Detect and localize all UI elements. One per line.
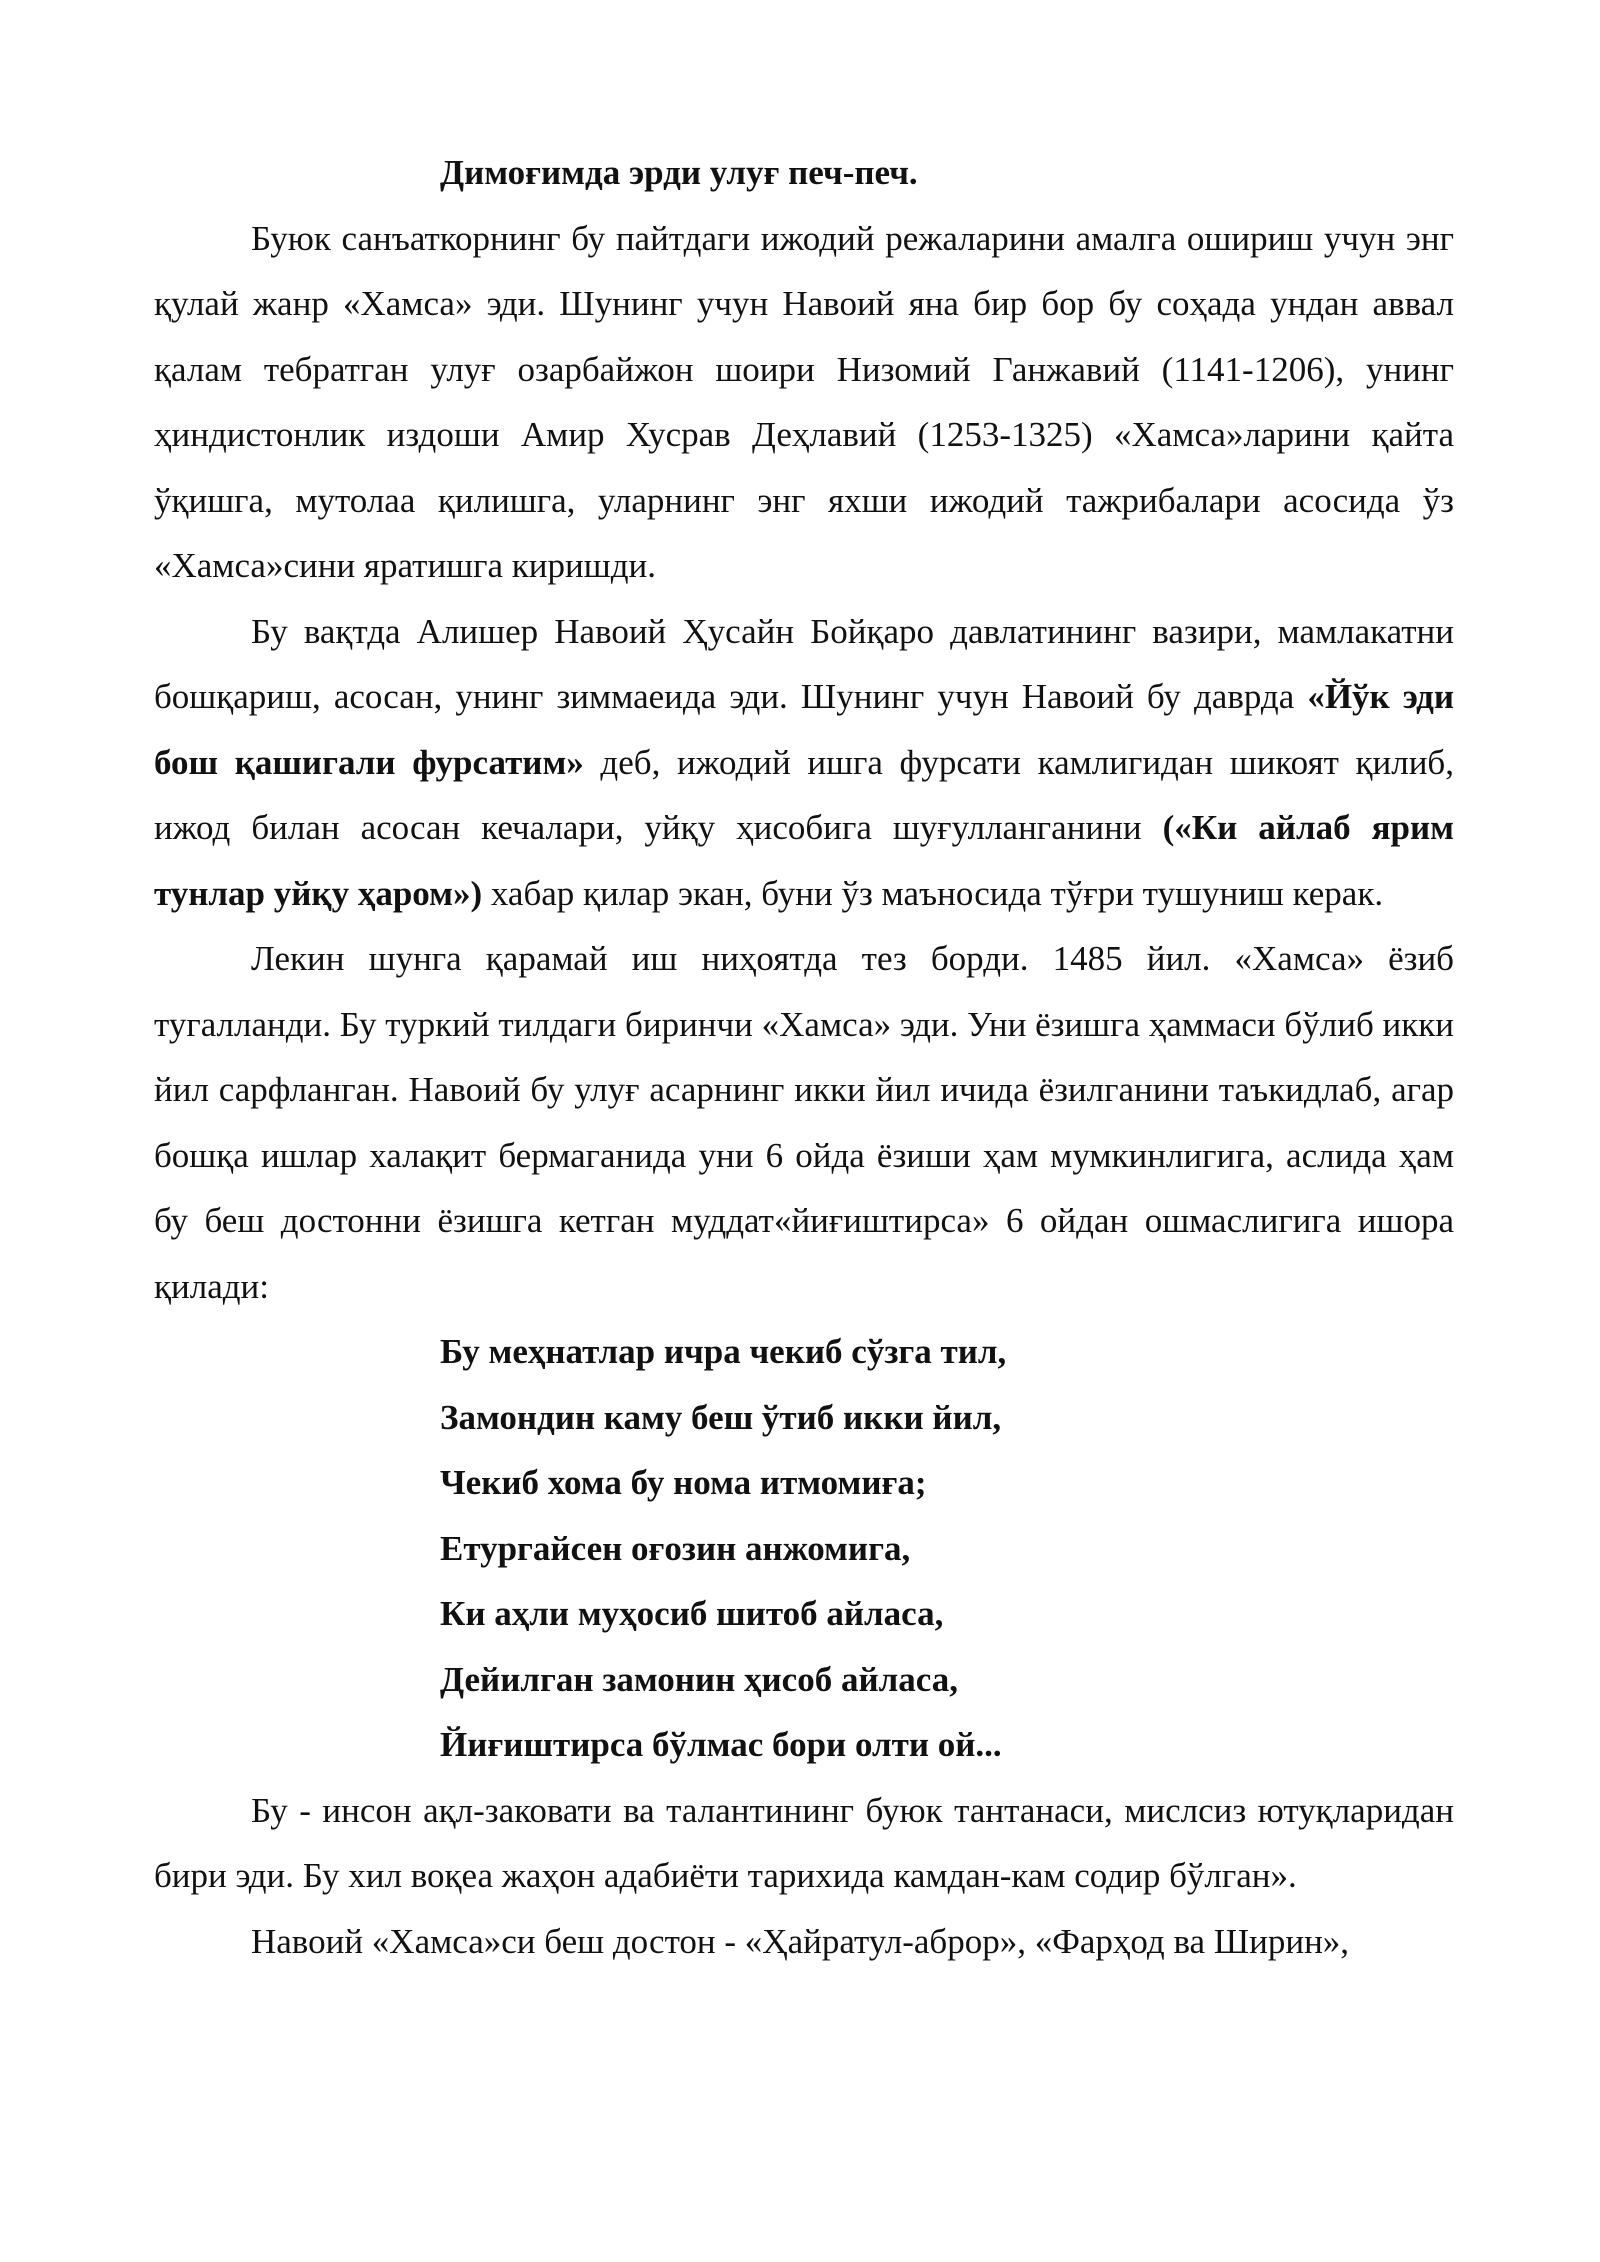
paragraph-1: Буюк санъаткорнинг бу пайтдаги ижодий режаларини амалга ошириш учун энг қулай жанр «Хамса» эди. Шунинг учун Навоий яна бир бор бу соҳада ундан аввал қалам тебратган улуғ озарбайжон шоири Низомий Ганжавий (1141-1206), унинг ҳиндистонлик издоши Амир Хусрав Деҳлавий (1253-1325) «Хамса»ларини қайта ўқишга, мутолаа қилишга, уларнинг энг яхши ижодий тажрибалари асосида ўз «Хамса»сини яратишга киришди. bbox=[154, 218, 1454, 585]
verse-line: Етургайсен оғозин анжомига, bbox=[440, 1528, 911, 1568]
paragraph-5: Навоий «Хамса»си беш достон - «Ҳайратул-аброр», «Фарҳод ва Ширин», bbox=[251, 1921, 1350, 1961]
heading: Димоғимда эрди улуғ печ-печ. bbox=[440, 153, 918, 192]
verse-block bbox=[154, 1319, 1454, 1778]
paragraph-2 bbox=[154, 599, 1454, 927]
verse-line: Ки аҳли муҳосиб шитоб айласа, bbox=[440, 1594, 944, 1633]
verse-line: Йиғиштирса бўлмас бори олти ой... bbox=[440, 1725, 1002, 1764]
verse-line: Замондин каму беш ўтиб икки йил, bbox=[440, 1397, 1002, 1437]
paragraph-3: Лекин шунга қарамай иш ниҳоятда тез борди. 1485 йил. «Хамса» ёзиб тугалланди. Бу туркий тилдаги биринчи «Хамса» эди. Уни ёзишга ҳаммаси бўлиб икки йил сарфланган. Навоий бу улуғ асарнинг икки йил ичида ёзилганини таъкидлаб, агар бошқа ишлар халақит бермаганида уни 6 ойда ёзиши ҳам мумкинлигига, аслида ҳам бу беш достонни ёзишга кетган муддат«йиғиштирса» 6 ойдан ошмаслигига ишора қилади: bbox=[154, 939, 1454, 1306]
document-page bbox=[154, 140, 1454, 1974]
paragraph-4: Бу - инсон ақл-заковати ва талантининг буюк тантанаси, мислсиз ютуқларидан бири эди. Бу хил воқеа жаҳон адабиёти тарихида камдан-кам содир бўлган». bbox=[154, 1790, 1454, 1895]
paragraph-2-quote-1: «Йўк эди бош қашигали фурсатим» bbox=[154, 677, 1454, 782]
paragraph-2-text-2: деб, ижодий ишга фурсати камлигидан шикоят қилиб, ижод билан асосан кечалари, уйқу ҳисобига шуғулланганини bbox=[154, 742, 1454, 847]
verse-line: Дейилган замонин ҳисоб айласа, bbox=[440, 1659, 958, 1699]
paragraph-2-quote-2: («Ки айлаб ярим тунлар уйқу ҳаром») bbox=[154, 808, 1454, 913]
verse-line: Чекиб хома бу нома итмомиға; bbox=[440, 1463, 927, 1502]
paragraph-2-text-3: хабар қилар экан, буни ўз маъносида тўғри тушуниш керак. bbox=[482, 873, 1384, 913]
verse-line: Бу меҳнатлар ичра чекиб сўзга тил, bbox=[440, 1332, 1007, 1371]
paragraph-2-text-1: Бу вақтда Алишер Навоий Ҳусайн Бойқаро давлатининг вазири, мамлакатни бошқариш, асосан, унинг зиммаеида эди. Шунинг учун Навоий бу даврда bbox=[154, 611, 1454, 716]
